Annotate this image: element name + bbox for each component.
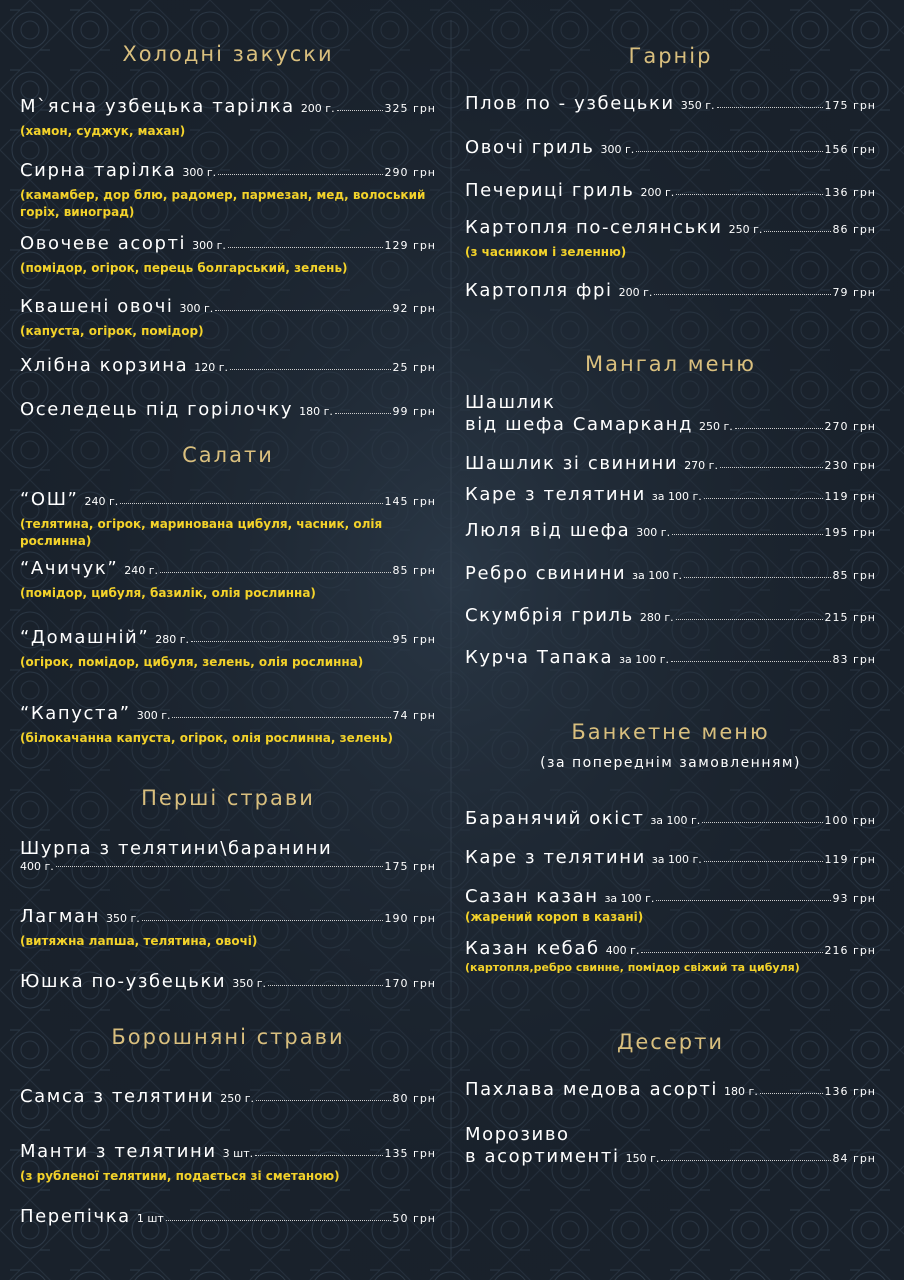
menu-item-price: 119 грн (824, 490, 876, 503)
menu-item-name: Картопля фрі (465, 280, 613, 301)
menu-item-description: (хамон, суджук, махан) (20, 124, 186, 138)
menu-item-price: 170 грн (384, 977, 436, 990)
menu-item-weight: за 100 г. (651, 490, 702, 503)
dot-leader (215, 310, 390, 311)
section-subtitle: (за попереднім замовленням) (540, 755, 801, 771)
menu-item-name: Самса з телятини (20, 1086, 215, 1107)
menu-item-description: (капуста, огірок, помідор) (20, 324, 204, 338)
menu-item-name: “Домашній” (20, 627, 150, 648)
dot-leader (142, 920, 383, 921)
menu-item-line (465, 886, 876, 907)
menu-item-price: 145 грн (384, 495, 436, 508)
menu-item-price: 25 грн (392, 361, 436, 374)
menu-item-line (20, 703, 436, 724)
menu-item-weight: за 100 г. (651, 853, 702, 866)
menu-item-name-line1: Морозиво (465, 1124, 570, 1145)
menu-item-weight: за 100 г. (604, 892, 655, 905)
dot-leader (760, 1093, 823, 1094)
menu-item (465, 886, 876, 926)
menu-item (465, 563, 876, 584)
section-title: Перші страви (141, 786, 315, 810)
menu-item-price: 93 грн (832, 892, 876, 905)
menu-item-price: 290 грн (384, 166, 436, 179)
menu-item (20, 971, 436, 992)
menu-item-price: 92 грн (392, 302, 436, 315)
menu-item-name: Овочі гриль (465, 137, 595, 158)
menu-item-line (465, 93, 876, 114)
menu-item (20, 1141, 436, 1185)
menu-item-price: 270 грн (824, 420, 876, 433)
dot-leader (672, 534, 822, 535)
menu-item-price: 74 грн (392, 709, 436, 722)
menu-item (20, 1086, 436, 1107)
menu-item-price: 195 грн (824, 526, 876, 539)
menu-item (20, 558, 436, 602)
menu-item-line (20, 296, 436, 317)
menu-item-price: 190 грн (384, 912, 436, 925)
dot-leader (704, 861, 823, 862)
dot-leader (166, 1220, 391, 1221)
section-title: Гарнір (628, 44, 713, 68)
menu-item-name: Казан кебаб (465, 938, 600, 959)
menu-item-weight: 300 г. (182, 166, 217, 179)
menu-item-description: (телятина, огірок, маринована цибуля, часник, олія рослинна) (20, 517, 383, 548)
menu-item-name: Люля від шефа (465, 520, 631, 541)
menu-item (20, 703, 436, 747)
section-title: Десерти (616, 1030, 724, 1054)
menu-item-name: Овочеве асорті (20, 233, 187, 254)
dot-leader (676, 194, 822, 195)
dot-leader (228, 247, 383, 248)
dot-leader (661, 1160, 830, 1161)
menu-item-weight: 200 г. (300, 102, 335, 115)
dot-leader (684, 577, 831, 578)
menu-item-name: Сирна тарілка (20, 160, 177, 181)
menu-item-name: Перепічка (20, 1206, 131, 1227)
menu-item-line (465, 1079, 876, 1100)
dot-leader (720, 467, 823, 468)
menu-item-name: Курча Тапака (465, 647, 614, 668)
menu-item-description: (камамбер, дор блю, радомер, пармезан, мед, волоський горіх, виноград) (20, 188, 426, 219)
menu-item (465, 137, 876, 158)
menu-item-line (465, 808, 876, 829)
menu-item-weight: 180 г. (724, 1085, 758, 1098)
menu-item-line (465, 453, 876, 474)
menu-item-line (20, 627, 436, 648)
menu-item-line (465, 217, 876, 238)
menu-item-line (20, 1141, 436, 1162)
section-title: Банкетне меню (571, 720, 770, 744)
menu-item-line (20, 971, 436, 992)
dot-leader (764, 231, 830, 232)
menu-item-weight: за 100 г. (632, 569, 682, 582)
section-title: Салати (182, 443, 274, 467)
menu-item-line (465, 938, 876, 959)
menu-item-name: М`ясна узбецька тарілка (20, 96, 295, 117)
menu-item-price: 325 грн (384, 102, 436, 115)
menu-item (465, 520, 876, 541)
menu-item-description: (білокачанна капуста, огірок, олія рослинна, зелень) (20, 731, 394, 745)
menu-item-name: “ОШ” (20, 489, 79, 510)
menu-item-description: (картопля,ребро свинне, помідор свіжий та цибуля) (465, 961, 800, 974)
dot-leader (735, 428, 823, 429)
menu-item-line (465, 414, 876, 435)
menu-item-price: 175 грн (384, 860, 436, 873)
menu-item-description: (з рубленої телятини, подається зі сметаною) (20, 1169, 340, 1183)
menu-item-weight: 240 г. (84, 495, 119, 508)
dot-leader (120, 503, 382, 504)
menu-item-price: 136 грн (824, 1085, 876, 1098)
menu-item-price: 215 грн (824, 611, 876, 624)
menu-item-name: Скумбрія гриль (465, 605, 634, 626)
menu-item-weight: 350 г. (106, 912, 140, 925)
menu-item-description: (з часником і зеленню) (465, 245, 627, 259)
menu-item (465, 808, 876, 829)
menu-item-price: 129 грн (384, 239, 436, 252)
menu-item (465, 280, 876, 301)
menu-item-weight: 150 г. (625, 1152, 660, 1165)
menu-item-name: в асортименті (465, 1146, 620, 1167)
menu-item (465, 647, 876, 668)
menu-item-name: Плов по - узбецьки (465, 93, 675, 114)
dot-leader (702, 822, 822, 823)
menu-item-weight: за 100 г. (650, 814, 701, 827)
dot-leader (172, 717, 390, 718)
menu-item-weight: 300 г. (600, 143, 635, 156)
menu-item-line (20, 558, 436, 579)
dot-leader (160, 572, 391, 573)
dot-leader (218, 174, 382, 175)
menu-item-line (465, 484, 876, 505)
dot-leader (676, 619, 823, 620)
menu-item-line (20, 399, 436, 420)
menu-item-line (465, 280, 876, 301)
menu-item-name: Каре з телятини (465, 847, 646, 868)
menu-item-weight: 250 г. (699, 420, 733, 433)
menu-item-weight: 3 шт. (222, 1147, 254, 1160)
menu-item (465, 484, 876, 505)
menu-item (465, 847, 876, 868)
dot-leader (636, 151, 822, 152)
menu-item-name: Пахлава медова асорті (465, 1079, 719, 1100)
dot-leader (268, 985, 383, 986)
menu-item-weight: 350 г. (232, 977, 267, 990)
menu-item-name-line1: Шашлик (465, 392, 556, 413)
menu-item-line (20, 906, 436, 927)
menu-item-name: від шефа Самарканд (465, 414, 694, 435)
menu-item-price: 86 грн (832, 223, 876, 236)
menu-item-price: 85 грн (832, 569, 876, 582)
dot-leader (256, 1100, 391, 1101)
menu-item-weight: 250 г. (220, 1092, 255, 1105)
menu-item-line (465, 180, 876, 201)
menu-item (20, 296, 436, 340)
menu-item-name: Оселедець під горілочку (20, 399, 294, 420)
menu-item-weight: 350 г. (680, 99, 715, 112)
menu-item (20, 160, 436, 221)
menu-item (20, 355, 436, 376)
menu-item-price: 95 грн (392, 633, 436, 646)
menu-item-name: Юшка по-узбецьки (20, 971, 227, 992)
menu-item-weight: 400 г. (605, 944, 640, 957)
section-title: Борошняні страви (111, 1025, 345, 1049)
menu-item-price: 99 грн (392, 405, 436, 418)
menu-item-name: Картопля по-селянськи (465, 217, 723, 238)
menu-item-price: 50 грн (392, 1212, 436, 1225)
menu-item-price: 84 грн (832, 1152, 876, 1165)
menu-item-price: 156 грн (824, 143, 876, 156)
menu-item-line (465, 137, 876, 158)
menu-item-name: Шурпа з телятини\баранини (20, 838, 333, 859)
dot-leader (717, 107, 823, 108)
menu-item-line (465, 605, 876, 626)
menu-item-weight: 180 г. (299, 405, 333, 418)
menu-item-price: 79 грн (832, 286, 876, 299)
dot-leader (230, 369, 391, 370)
dot-leader (56, 866, 383, 867)
menu-item-price: 136 грн (824, 186, 876, 199)
menu-item-weight: 280 г. (155, 633, 190, 646)
menu-item-name: “Капуста” (20, 703, 131, 724)
menu-item-description: (огірок, помідор, цибуля, зелень, олія рослинна) (20, 655, 364, 669)
menu-item-weight: 300 г. (636, 526, 671, 539)
menu-item (465, 1124, 876, 1167)
menu-item-weight: 280 г. (639, 611, 674, 624)
menu-item-weight: 200 г. (640, 186, 675, 199)
menu-item-line (465, 847, 876, 868)
menu-item-line (20, 160, 436, 181)
dot-leader (671, 661, 831, 662)
menu-item (465, 180, 876, 201)
menu-item (465, 93, 876, 114)
menu-item-price: 119 грн (824, 853, 876, 866)
menu-item (465, 938, 876, 976)
menu-item-description: (помідор, огірок, перець болгарський, зелень) (20, 261, 348, 275)
menu-item-line (465, 520, 876, 541)
menu-item (20, 627, 436, 671)
menu-item-line (20, 860, 436, 873)
menu-item-name: Лагман (20, 906, 101, 927)
menu-item (20, 233, 436, 277)
menu-item-weight: 1 шт (136, 1212, 164, 1225)
menu-item-weight: 300 г. (179, 302, 214, 315)
menu-item-name: Баранячий окіст (465, 808, 645, 829)
menu-item-name: “Ачичук” (20, 558, 119, 579)
menu-item-weight: 400 г. (20, 860, 54, 873)
menu-item (465, 217, 876, 261)
menu-item-weight: 200 г. (618, 286, 653, 299)
menu-item-description: (помідор, цибуля, базилік, олія рослинна) (20, 586, 316, 600)
menu-item-price: 83 грн (832, 653, 876, 666)
menu-item-line (20, 355, 436, 376)
menu-item-price: 85 грн (392, 564, 436, 577)
menu-item (20, 489, 436, 550)
dot-leader (191, 641, 390, 642)
menu-item (465, 392, 876, 435)
menu-item (20, 399, 436, 420)
menu-item-line (20, 1206, 436, 1227)
menu-item-price: 216 грн (824, 944, 876, 957)
menu-item-weight: за 100 г. (619, 653, 670, 666)
section-title: Холодні закуски (122, 42, 334, 66)
dot-leader (704, 498, 823, 499)
menu-item-name: Манти з телятини (20, 1141, 217, 1162)
menu-item-weight: 250 г. (728, 223, 763, 236)
menu-item-description: (витяжна лапша, телятина, овочі) (20, 934, 258, 948)
menu-item-line (20, 489, 436, 510)
menu-item-price: 100 грн (824, 814, 876, 827)
menu-item (20, 1206, 436, 1227)
menu-item-line (465, 563, 876, 584)
menu-item (465, 605, 876, 626)
menu-item-line (465, 1146, 876, 1167)
menu-item-name: Печериці гриль (465, 180, 635, 201)
menu-item-price: 175 грн (824, 99, 876, 112)
menu-item-weight: 300 г. (136, 709, 171, 722)
menu-item-weight: 120 г. (194, 361, 229, 374)
menu-item-weight: 270 г. (684, 459, 718, 472)
menu-item-price: 80 грн (392, 1092, 436, 1105)
menu-item-name: Шашлик зі свинини (465, 453, 679, 474)
menu-item-name: Ребро свинини (465, 563, 627, 584)
menu-item-description: (жарений короп в казані) (465, 910, 644, 924)
dot-leader (654, 294, 830, 295)
menu-item (465, 453, 876, 474)
menu-item-name: Хлібна корзина (20, 355, 189, 376)
menu-item-weight: 300 г. (192, 239, 226, 252)
menu-item-line (465, 647, 876, 668)
menu-item (465, 1079, 876, 1100)
menu-item-price: 230 грн (824, 459, 876, 472)
menu-item-weight: 240 г. (124, 564, 159, 577)
menu-item (20, 96, 436, 140)
menu-item-name: Квашені овочі (20, 296, 174, 317)
menu-item-line (20, 1086, 436, 1107)
menu-item (20, 906, 436, 950)
dot-leader (335, 413, 391, 414)
dot-leader (656, 900, 830, 901)
menu-item-price: 135 грн (384, 1147, 436, 1160)
dot-leader (337, 110, 383, 111)
menu-item-name: Сазан казан (465, 886, 599, 907)
menu-item-line (20, 233, 436, 254)
menu-item-line (20, 96, 436, 117)
dot-leader (641, 952, 822, 953)
dot-leader (255, 1155, 382, 1156)
menu-item-name: Каре з телятини (465, 484, 646, 505)
menu-item (20, 838, 436, 873)
section-title: Мангал меню (585, 352, 756, 376)
